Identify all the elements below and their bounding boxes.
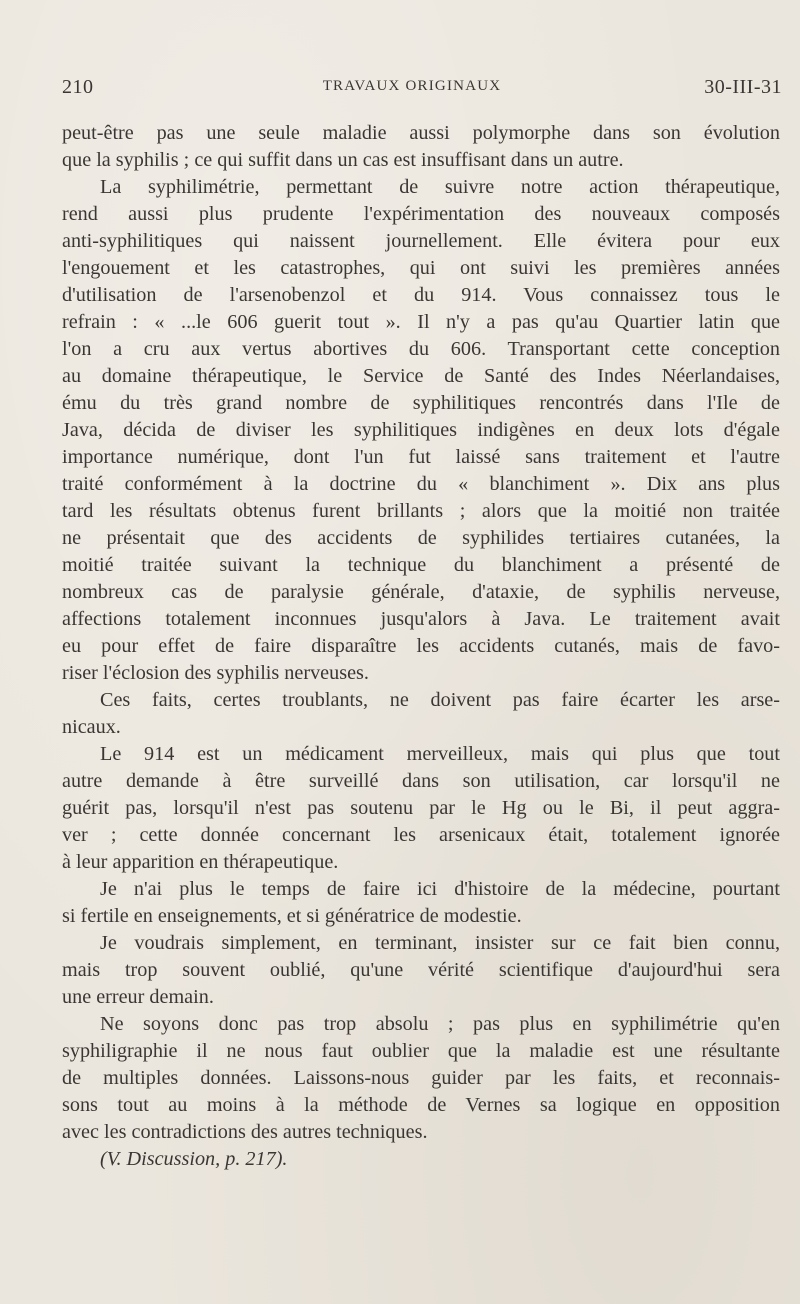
article-body <box>62 120 780 1173</box>
text-line: si fertile en enseignements, et si génératrice de modestie. <box>62 905 522 927</box>
text-line: rend aussi plus prudente l'expérimentation des nouveaux composés <box>62 203 780 225</box>
text-line: Java, décida de diviser les syphilitiques indigènes en deux lots d'égale <box>62 419 780 441</box>
text-line: l'engouement et les catastrophes, qui ont suivi les premières années <box>62 257 780 279</box>
text-line: ne présentait que des accidents de syphilides tertiaires cutanées, la <box>62 527 780 549</box>
running-title: TRAVAUX ORIGINAUX <box>322 78 502 94</box>
text-line: anti-syphilitiques qui naissent journellement. Elle évitera pour eux <box>62 230 780 252</box>
text-line: au domaine thérapeutique, le Service de Santé des Indes Néerlandaises, <box>62 365 780 387</box>
text-line: affections totalement inconnues jusqu'alors à Java. Le traitement avait <box>62 608 780 630</box>
text-line: importance numérique, dont l'un fut laissé sans traitement et l'autre <box>62 446 780 468</box>
text-line: refrain : « ...le 606 guerit tout ». Il n'y a pas qu'au Quartier latin que <box>62 311 780 333</box>
text-line: moitié traitée suivant la technique du blanchiment a présenté de <box>62 554 780 576</box>
text-line: Ces faits, certes troublants, ne doivent pas faire écarter les arse- <box>100 689 780 711</box>
page-header <box>62 76 782 104</box>
text-line: l'on a cru aux vertus abortives du 606. Transportant cette conception <box>62 338 780 360</box>
discussion-reference: (V. Discussion, p. 217). <box>100 1148 288 1170</box>
text-line: Je n'ai plus le temps de faire ici d'histoire de la médecine, pourtant <box>100 878 780 900</box>
text-line: La syphilimétrie, permettant de suivre notre action thérapeutique, <box>100 176 780 198</box>
text-line: Ne soyons donc pas trop absolu ; pas plus en syphilimétrie qu'en <box>100 1013 780 1035</box>
text-line: Le 914 est un médicament merveilleux, mais qui plus que tout <box>100 743 780 765</box>
text-line: une erreur demain. <box>62 986 214 1008</box>
text-line: mais trop souvent oublié, qu'une vérité scientifique d'aujourd'hui sera <box>62 959 780 981</box>
text-line: eu pour effet de faire disparaître les accidents cutanés, mais de favo- <box>62 635 780 657</box>
text-line: guérit pas, lorsqu'il n'est pas soutenu par le Hg ou le Bi, il peut aggra- <box>62 797 780 819</box>
text-line: peut-être pas une seule maladie aussi polymorphe dans son évolution <box>62 122 780 144</box>
text-line: autre demande à être surveillé dans son utilisation, car lorsqu'il ne <box>62 770 780 792</box>
text-line: de multiples données. Laissons-nous guider par les faits, et reconnais- <box>62 1067 780 1089</box>
text-line: tard les résultats obtenus furent brillants ; alors que la moitié non traitée <box>62 500 780 522</box>
page-number: 210 <box>62 76 94 98</box>
text-line: que la syphilis ; ce qui suffit dans un cas est insuffisant dans un autre. <box>62 149 624 171</box>
text-line: nombreux cas de paralysie générale, d'ataxie, de syphilis nerveuse, <box>62 581 780 603</box>
text-line: sons tout au moins à la méthode de Vernes sa logique en opposition <box>62 1094 780 1116</box>
text-line: d'utilisation de l'arsenobenzol et du 914. Vous connaissez tous le <box>62 284 780 306</box>
text-line: avec les contradictions des autres techniques. <box>62 1121 428 1143</box>
text-line: Je voudrais simplement, en terminant, insister sur ce fait bien connu, <box>100 932 780 954</box>
text-line: ver ; cette donnée concernant les arsenicaux était, totalement ignorée <box>62 824 780 846</box>
header-date: 30-III-31 <box>704 76 782 98</box>
text-line: nicaux. <box>62 716 121 738</box>
text-line: à leur apparition en thérapeutique. <box>62 851 339 873</box>
text-line: riser l'éclosion des syphilis nerveuses. <box>62 662 369 684</box>
text-line: traité conformément à la doctrine du « blanchiment ». Dix ans plus <box>62 473 780 495</box>
text-line: ému du très grand nombre de syphilitiques rencontrés dans l'Ile de <box>62 392 780 414</box>
text-line: syphiligraphie il ne nous faut oublier que la maladie est une résultante <box>62 1040 780 1062</box>
